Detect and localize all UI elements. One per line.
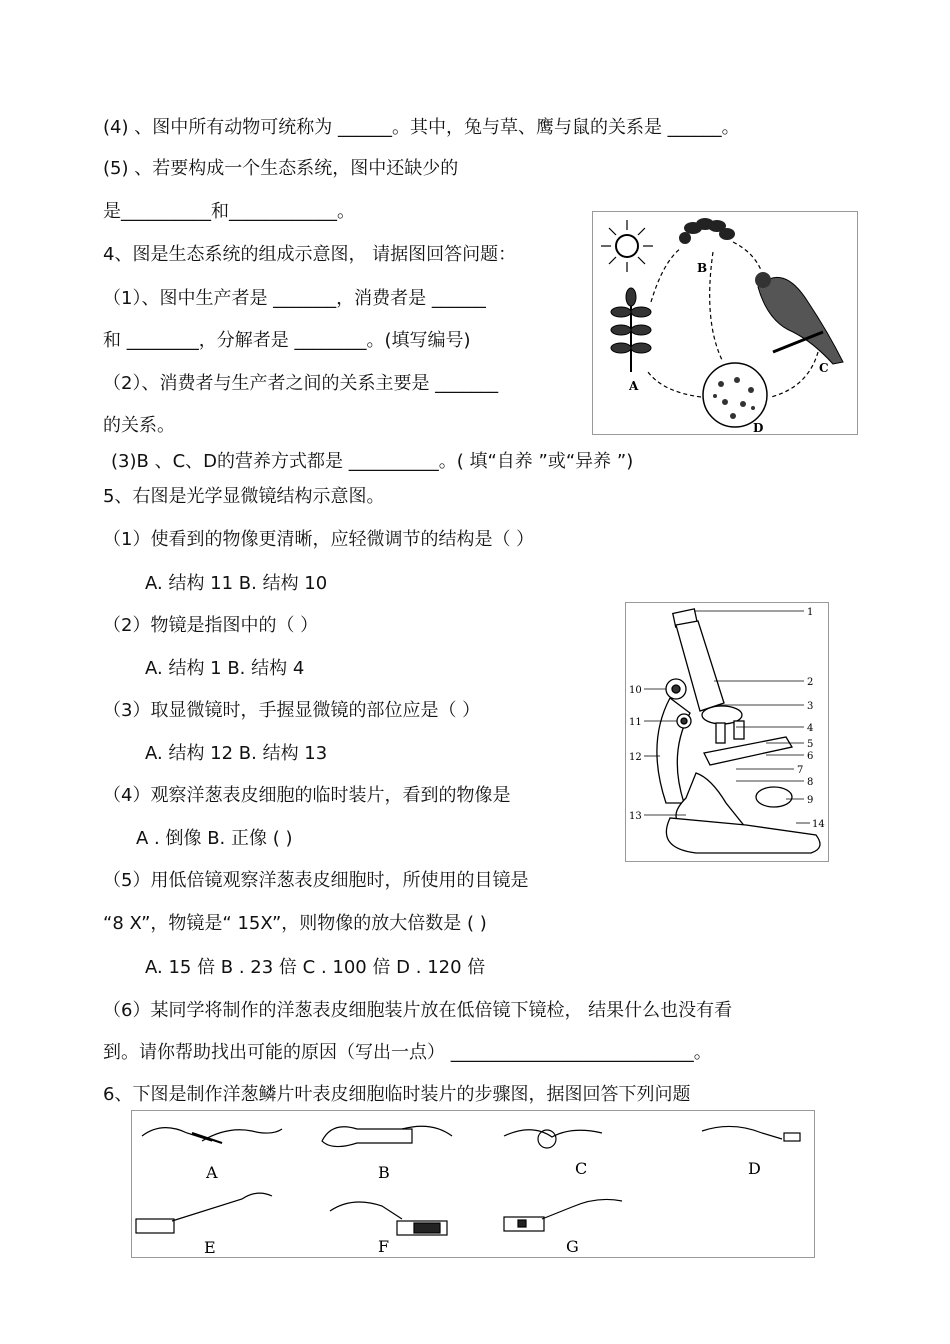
- micro-label-5: 5: [807, 739, 814, 750]
- caterpillar-icon: [679, 218, 735, 244]
- step-label-d: D: [748, 1159, 761, 1178]
- step-label-a: A: [206, 1163, 218, 1182]
- eco-label-b: B: [697, 261, 708, 275]
- q5-part3-options: A. 结构 12 B. 结构 13: [145, 743, 328, 764]
- q5-part6-line1: （6）某同学将制作的洋葱表皮细胞装片放在低倍镜下镜检， 结果什么也没有看: [103, 1000, 733, 1021]
- q5-part5-line2: “8 X”，物镜是“ 15X”，则物像的放大倍数是 ( ): [103, 913, 487, 934]
- step-drawings: [136, 1126, 800, 1235]
- q5-title: 5、右图是光学显微镜结构示意图。: [103, 486, 385, 507]
- bird-icon: [755, 272, 843, 364]
- q5-part5-options: A. 15 倍 B . 23 倍 C . 100 倍 D . 120 倍: [145, 957, 486, 978]
- microscope-icon: [657, 609, 820, 853]
- q4-title: 4、图是生态系统的组成示意图， 请据图回答问题：: [103, 244, 517, 265]
- micro-label-12: 12: [629, 752, 642, 763]
- eco-label-d: D: [753, 421, 764, 434]
- step-label-b: B: [378, 1163, 390, 1182]
- micro-label-11: 11: [629, 717, 642, 728]
- eco-label-c: C: [819, 361, 829, 375]
- step-label-e: E: [204, 1238, 216, 1257]
- ecosystem-figure: [592, 211, 858, 435]
- q4-part1-line1: （1）、图中生产者是 _______，消费者是 ______: [103, 288, 486, 309]
- micro-label-9: 9: [807, 795, 814, 806]
- ecosystem-diagram: [593, 212, 857, 434]
- q5-part2: （2）物镜是指图中的（ ）: [103, 615, 319, 636]
- micro-label-14: 14: [812, 819, 825, 830]
- q5-part4-options: A . 倒像 B. 正像 ( ): [136, 828, 293, 849]
- q4-part2-line1: （2）、消费者与生产者之间的关系主要是 _______: [103, 373, 499, 394]
- q6-title: 6、下图是制作洋葱鳞片叶表皮细胞临时装片的步骤图，据图回答下列问题: [103, 1084, 691, 1105]
- decomposer-dish-icon: [703, 363, 767, 427]
- plant-icon: [611, 288, 651, 372]
- step-label-c: C: [575, 1159, 588, 1178]
- step-label-f: F: [378, 1237, 390, 1256]
- q5-part4: （4）观察洋葱表皮细胞的临时装片，看到的物像是: [103, 785, 511, 806]
- micro-label-4: 4: [807, 723, 814, 734]
- q3-part5-line2: 是__________和____________。: [103, 201, 355, 222]
- micro-label-3: 3: [807, 701, 814, 712]
- q5-part5-line1: （5）用低倍镜观察洋葱表皮细胞时，所使用的目镜是: [103, 870, 529, 891]
- q4-part2-line2: 的关系。: [103, 415, 175, 436]
- sun-icon: [601, 220, 653, 272]
- step-label-g: G: [566, 1237, 579, 1256]
- q3-part4: (4) 、图中所有动物可统称为 ______。其中，兔与草、鹰与鼠的关系是 ______。: [103, 117, 740, 138]
- micro-label-13: 13: [629, 811, 642, 822]
- microscope-figure: [625, 602, 829, 862]
- q5-part6-line2: 到。请你帮助找出可能的原因（写出一点） ___________________________。: [103, 1042, 712, 1063]
- micro-label-8: 8: [807, 777, 814, 788]
- q5-part2-options: A. 结构 1 B. 结构 4: [145, 658, 305, 679]
- micro-label-10: 10: [629, 685, 642, 696]
- q3-part5-line1: (5) 、若要构成一个生态系统，图中还缺少的: [103, 158, 459, 179]
- eco-label-a: A: [629, 379, 639, 393]
- q5-part1-options: A. 结构 11 B. 结构 10: [145, 573, 328, 594]
- q4-part3: (3)B 、C、D的营养方式都是 __________。( 填“自养 ”或“异养 ”): [111, 451, 634, 472]
- q5-part1: （1）使看到的物像更清晰，应轻微调节的结构是（ ）: [103, 529, 535, 550]
- slide-steps-figure: [131, 1110, 815, 1258]
- q5-part3: （3）取显微镜时，手握显微镜的部位应是（ ）: [103, 700, 481, 721]
- micro-label-6: 6: [807, 751, 814, 762]
- microscope-diagram: [626, 603, 828, 861]
- slide-steps-diagram: [132, 1111, 814, 1257]
- micro-label-2: 2: [807, 677, 814, 688]
- micro-label-1: 1: [807, 607, 814, 618]
- q4-part1-line2: 和 ________，分解者是 ________。(填写编号): [103, 330, 471, 351]
- micro-label-7: 7: [797, 765, 804, 776]
